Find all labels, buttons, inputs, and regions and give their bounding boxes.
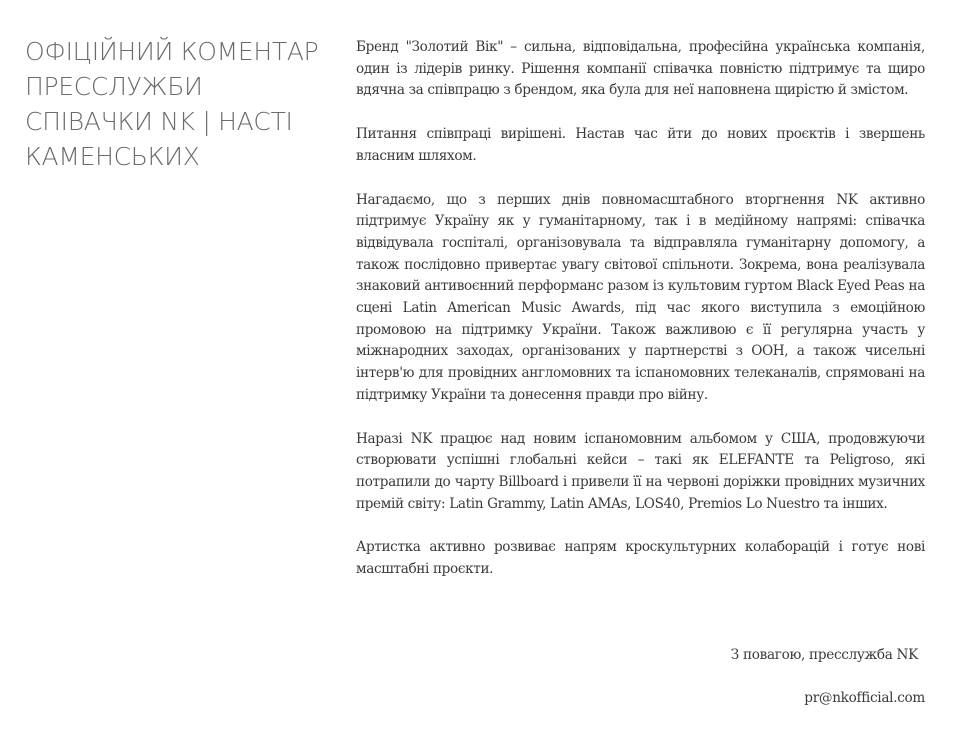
signature: З повагою, пресслужба NK — [730, 647, 918, 663]
statement-paragraph: Питання співпраці вирішені. Настав час йти до нових проєктів і звершень власним шляхом. — [356, 126, 925, 164]
page-title — [25, 34, 325, 174]
statement-paragraph: Бренд "Золотий Вік" – сильна, відповідальна, професійна українська компанія, один із лідерів ринку. Рішення компанії співачка повністю підтримує та щиро вдячна за співпрацю з брендом, яка була для неї наповнена щирістю й змістом. — [356, 39, 925, 99]
statement-paragraph: Наразі NK працює над новим іспаномовним альбомом у США, продовжуючи створювати успішні глобальні кейси – такі як ELEFANTE та Peligroso, які потрапили до чарту Billboard і привели її на червоні доріжки провідних музичних премій світу: Latin Grammy, Latin AMAs, LOS40, Premios Lo Nuestro та інших. — [356, 430, 925, 512]
statement-paragraph: Артистка активно розвиває напрям кроскультурних колаборацій і готує нові масштабні проєкти. — [356, 539, 925, 578]
title-line: ПРЕССЛУЖБИ — [25, 72, 203, 101]
statement-paragraph: Нагадаємо, що з перших днів повномасштабного вторгнення NK активно підтримує Україну як у гуманітарному, так і в медійному напрямі: співачка відвідувала госпіталі, організовувала та відправляла гуманітарну допомогу, а також послідовно привертає увагу світової спільноти. Зокрема, вона реалізувала знаковий антивоєнний перформанс разом із культовим гуртом Black Eyed Peas на сцені Latin American Music Awards, під час якого виступила з емоційною промовою на підтримку України. Також важливою є її регулярна участь у міжнародних заходах, організованих у партнерстві з ООН, а також чисельні інтерв'ю для провідних англомовних та іспаномовних телеканалів, спрямовані на підтримку України та донесення правди про війну. — [356, 191, 925, 403]
contact-email: pr@nkofficial.com — [804, 690, 925, 706]
title-line: ОФІЦІЙНИЙ КОМЕНТАР — [25, 37, 319, 66]
title-line: СПІВАЧКИ NK | НАСТІ — [25, 107, 293, 136]
title-line: КАМЕНСЬКИХ — [25, 142, 200, 171]
statement-body — [356, 37, 925, 603]
